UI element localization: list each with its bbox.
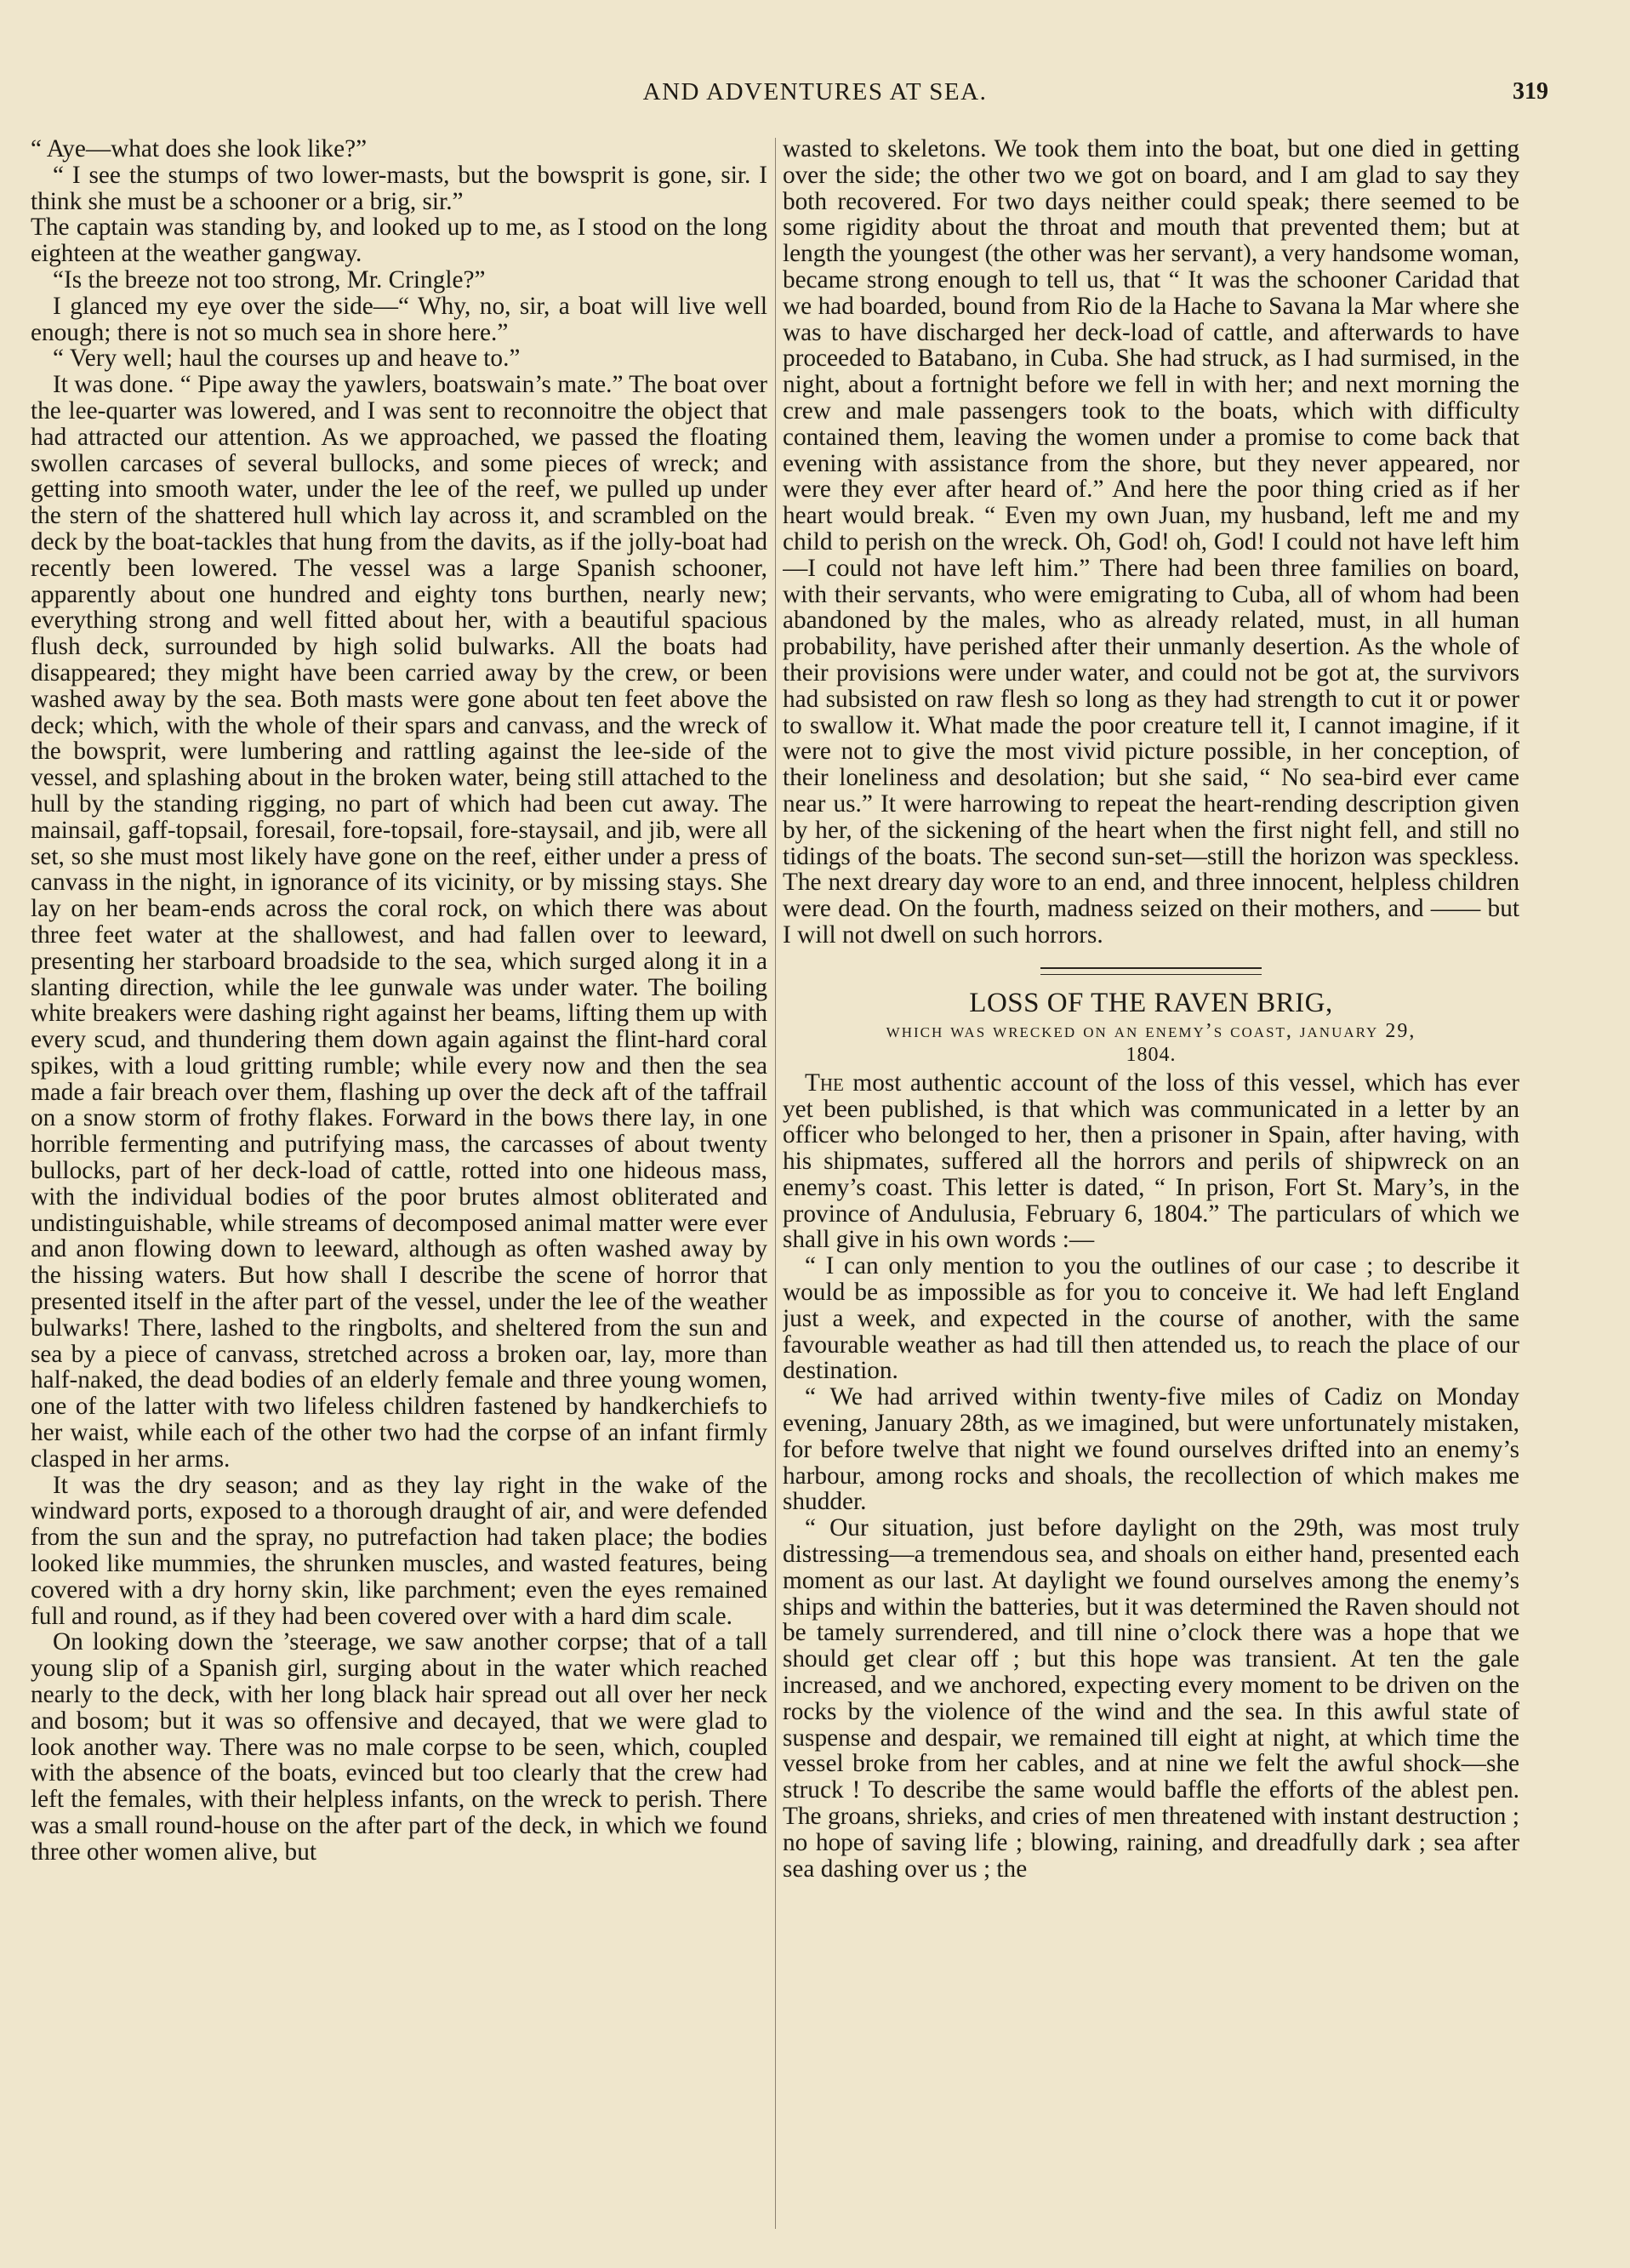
article-subtitle-text: which was wrecked on an enemy’s coast, january 29,: [886, 1019, 1416, 1042]
paragraph: I glanced my eye over the side—“ Why, no, sir, a boat will live well enough; there is not so much sea in shore here.”: [31, 292, 767, 346]
article-year: 1804.: [1126, 1043, 1177, 1066]
paragraph: “ Aye—what does she look like?”: [31, 136, 368, 162]
left-column: [31, 136, 767, 2237]
article-subtitle: [783, 1019, 1519, 1067]
paragraph: The captain was standing by, and looked up to me, as I stood on the long eighteen at the weather gangway.: [31, 214, 767, 268]
paragraph: “ I see the stumps of two lower-masts, but the bowsprit is gone, sir. I think she must be a schooner or a brig, sir.”: [31, 161, 767, 215]
lead-words: The: [805, 1068, 844, 1097]
paragraph: It was done. “ Pipe away the yawlers, boatswain’s mate.” The boat over the lee-quarter was lowered, and I was sent to reconnoitre the object that had attracted our attention. As we approached, we passed the floating swollen carcases of several bullocks, and some pieces of wreck; and getting into smooth water, under the lee of the reef, we pulled up under the stern of the shattered hull which lay across it, and scrambled on the deck by the boat-tackles that hung from the davits, as if the jolly-boat had recently been lowered. The vessel was a large Spanish schooner, apparently about one hundred and eighty tons burthen, nearly new; everything strong and well fitted about her, with a beautiful spacious flush deck, surrounded by high solid bulwarks. All the boats had disappeared; they might have been carried away by the crew, or been washed away by the sea. Both masts were gone about ten feet above the deck; which, with the whole of their spars and canvass, and the wreck of the bowsprit, were lumbering and rattling against the lee-side of the vessel, and splashing about in the broken water, being still attached to the hull by the standing rigging, no part of which had been cut away. The mainsail, gaff-topsail, foresail, fore-topsail, fore-staysail, and jib, were all set, so she must most likely have gone on the reef, either under a press of canvass in the night, in ignorance of its vicinity, or by missing stays. She lay on her beam-ends across the coral rock, on which there was about three feet water at the shallowest, and had fallen over to leeward, presenting her starboard broadside to the sea, which surged along it in a slanting direction, while the lee gunwale was under water. The boiling white breakers were dashing right against her beams, lifting them up with every scud, and thundering them down again against the flint-hard coral spikes, with a loud gritting rumble; while every now and then the sea made a fair breach over them, flashing up over the deck aft of the taffrail on a snow storm of frothy flakes. Forward in the bows there lay, in one horrible fermenting and putrifying mass, the carcasses of about twenty bullocks, part of her deck-load of cattle, rotted into one hideous mass, with the individual bodies of the poor brutes almost obliterated and undistinguishable, while streams of decomposed animal matter were ever and anon flowing down to leeward, although as often washed away by the hissing waters. But how shall I describe the scene of horror that presented itself in the after part of the vessel, under the lee of the weather bulwarks! There, lashed to the ringbolts, and sheltered from the sun and sea by a piece of canvass, stretched across a broken oar, lay, more than half-naked, the dead bodies of an elderly female and three young women, one of the latter with two lifeless children fastened by handkerchiefs to her waist, while each of the other two had the corpse of an infant firmly clasped in her arms.: [31, 371, 767, 1473]
running-head: [0, 78, 1630, 112]
paragraph: “ We had arrived within twenty-five miles of Cadiz on Monday evening, January 28th, as we imagined, but were unfortunately mistaken, for before twelve that night we found ourselves drifted into an enemy’s harbour, among rocks and shoals, the recollection of which makes me shudder.: [783, 1383, 1519, 1516]
paragraph: “ Our situation, just before daylight on the 29th, was most truly distressing—a tremendous sea, and shoals on either hand, presented each moment as our last. At daylight we found ourselves among the enemy’s ships and within the batteries, but it was determined the Raven should not be tamely surrendered, and till nine o’clock there was a hope that we should get clear off ; but this hope was transient. At ten the gale increased, and we anchored, expecting every moment to be driven on the rocks by the violence of the wind and the sea. In this awful state of suspense and despair, we remained till eight at night, at which time the vessel broke from her cables, and at nine we felt the awful shock—she struck ! To describe the same would baffle the efforts of the ablest pen. The groans, shrieks, and cries of men threatened with instant destruction ; no hope of saving life ; blowing, raining, and dreadfully dark ; sea after sea dashing over us ; the: [783, 1514, 1519, 1883]
page-number: 319: [1513, 78, 1548, 105]
column-divider: [775, 138, 776, 2229]
section-rule: [1040, 967, 1262, 975]
paragraph: “ I can only mention to you the outlines of our case ; to describe it would be as impossible as for you to conceive it. We had left England just a week, and expected in the course of another, with the same favourable weather as had till then attended us, to reach the place of our destination.: [783, 1252, 1519, 1385]
paragraph: It was the dry season; and as they lay right in the wake of the windward ports, exposed to a thorough draught of air, and were defended from the sun and the spray, no putrefaction had taken place; the bodies looked like mummies, the shrunken muscles, and wasted features, being covered with a dry horny skin, like parchment; even the eyes remained full and round, as if they had been covered over with a hard dim scale.: [31, 1471, 767, 1630]
article-title: LOSS OF THE RAVEN BRIG,: [969, 987, 1333, 1018]
paragraph: wasted to skeletons. We took them into the boat, but one died in getting over the side; the other two we got on board, and I am glad to say they both recovered. For two days neither could speak; there seemed to be some rigidity about the throat and mouth that prevented them; but at length the youngest (the other was her servant), a very handsome woman, became strong enough to tell us, that “ It was the schooner Caridad that we had boarded, bound from Rio de la Hache to Savana la Mar where she was to have discharged her deck-load of cattle, and afterwards to have proceeded to Batabano, in Cuba. She had struck, as I had surmised, in the night, about a fortnight before we fell in with her; and next morning the crew and male passengers took to the boats, which with difficulty contained them, leaving the women under a promise to come back that evening with assistance from the shore, but they never appeared, nor were they ever after heard of.” And here the poor thing cried as if her heart would break. “ Even my own Juan, my husband, left me and my child to perish on the wreck. Oh, God! oh, God! I could not have left him—I could not have left him.” There had been three families on board, with their servants, who were emigrating to Cuba, all of whom had been abandoned by the males, who as already related, must, in all human probability, have perished after their unmanly desertion. As the whole of their provisions were under water, and could not be got at, the survivors had subsisted on raw flesh so long as they had strength to cut it or power to swallow it. What made the poor creature tell it, I cannot imagine, if it were not to give the most vivid picture possible, in her conception, of their loneliness and desolation; but she said, “ No sea-bird ever came near us.” It were harrowing to repeat the heart-rending description given by her, of the sickening of the heart when the first night fell, and still no tidings of the boats. The second sun-set—still the horizon was speckless. The next dreary day wore to an end, and three innocent, helpless children were dead. On the fourth, madness seized on their mothers, and —— but I will not dwell on such horrors.: [783, 136, 1519, 949]
paragraph: “Is the breeze not too strong, Mr. Cringle?”: [53, 265, 486, 293]
right-column: [783, 136, 1519, 2237]
paragraph: “ Very well; haul the courses up and heave to.”: [53, 345, 521, 373]
paragraph-text: most authentic account of the loss of this vessel, which has ever yet been published, is that which was communicated in a letter by an officer who belonged to her, then a prisoner in Spain, after having, with his shipmates, suffered all the horrors and perils of shipwreck on an enemy’s coast. This letter is dated, “ In prison, Fort St. Mary’s, in the province of Andulusia, February 6, 1804.” The particulars of which we shall give in his own words :—: [783, 1068, 1519, 1254]
paragraph: On looking down the ’steerage, we saw another corpse; that of a tall young slip of a Spanish girl, surging about in the water which reached nearly to the deck, with her long black hair spread out all over her neck and bosom; but it was so offensive and decayed, that we were glad to look another way. There was no male corpse to be seen, which, coupled with the absence of the boats, evinced but too clearly that the crew had left the females, with their helpless infants, on the wreck to perish. There was a small round-house on the after part of the deck, in which we found three other women alive, but: [31, 1628, 767, 1866]
running-title: AND ADVENTURES AT SEA.: [642, 78, 988, 105]
paragraph: [783, 1070, 1519, 1254]
